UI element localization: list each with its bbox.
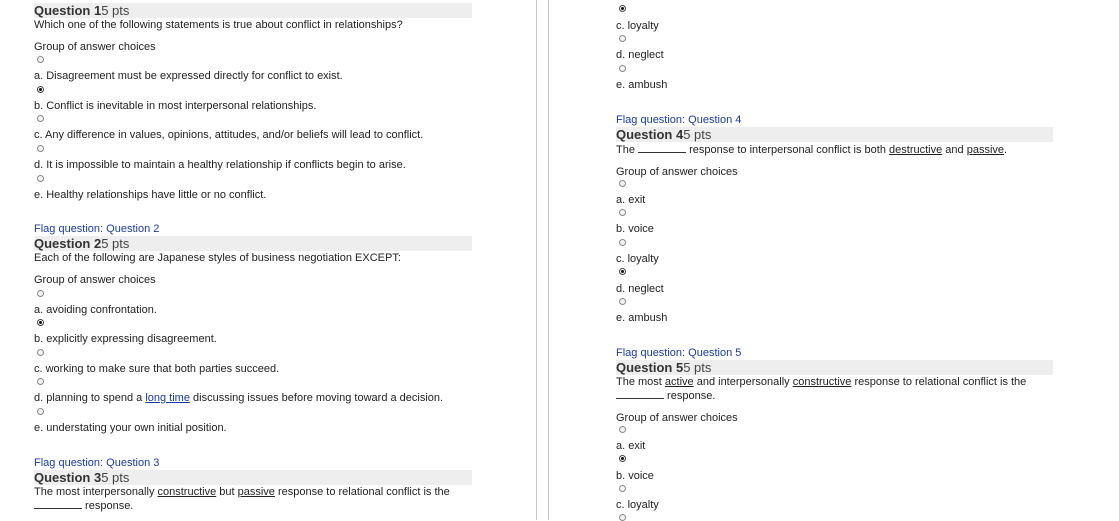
radio-q1-a[interactable]: [37, 56, 44, 63]
answer-label: a. exit: [616, 440, 646, 452]
question-prompt: Which one of the following statements is true about conflict in relationships?: [34, 19, 403, 31]
question-title: Question 4: [616, 127, 684, 142]
answer-group-label: Group of answer choices: [616, 412, 738, 424]
answer-label: e. ambush: [616, 79, 668, 91]
question-prompt: The response to interpersonal conflict is both destructive and passive.: [616, 144, 1008, 156]
radio-q3-b[interactable]: [619, 5, 626, 12]
answer-label: d. It is impossible to maintain a healthy relationship if conflicts begin to arise.: [34, 159, 406, 171]
fill-blank: [34, 499, 82, 509]
fill-blank: [616, 389, 664, 399]
answer-label: c. working to make sure that both parties succeed.: [34, 363, 280, 375]
flag-question-link[interactable]: Flag question: Question 5: [616, 347, 742, 359]
question-header: [34, 470, 472, 485]
radio-q5-c[interactable]: [619, 485, 626, 492]
flag-question-link[interactable]: Flag question: Question 2: [34, 223, 160, 235]
question-points: 5 pts: [101, 470, 130, 485]
flag-question-link[interactable]: Flag question: Question 3: [34, 457, 160, 469]
answer-label: c. loyalty: [616, 253, 659, 265]
question-5: [616, 347, 1053, 425]
answer-label: b. Conflict is inevitable in most interpersonal relationships.: [34, 100, 317, 112]
question-title: Question 3: [34, 470, 102, 485]
radio-q2-e[interactable]: [37, 408, 44, 415]
radio-q5-a[interactable]: [619, 426, 626, 433]
radio-q4-a[interactable]: [619, 180, 626, 187]
radio-q4-e[interactable]: [619, 298, 626, 305]
radio-q1-d[interactable]: [37, 145, 44, 152]
answer-label: e. ambush: [616, 312, 668, 324]
question-title: Question 5: [616, 360, 684, 375]
answer-label: d. neglect: [616, 283, 664, 295]
question-prompt-line2: response.: [34, 499, 472, 513]
question-prompt-line2: response.: [616, 389, 1053, 403]
answer-label: d. neglect: [616, 49, 664, 61]
answer-label: b. explicitly expressing disagreement.: [34, 333, 217, 345]
answer-group-label: Group of answer choices: [34, 41, 156, 53]
answer-label: d. planning to spend a long time discussing issues before moving toward a decision.: [34, 392, 444, 404]
radio-q2-d[interactable]: [37, 378, 44, 385]
column-divider: [536, 0, 537, 520]
radio-q2-a[interactable]: [37, 290, 44, 297]
answer-label: c. loyalty: [616, 499, 659, 511]
answer-label: b. voice: [616, 470, 654, 482]
radio-q1-e[interactable]: [37, 175, 44, 182]
answer-group-label: Group of answer choices: [34, 274, 156, 286]
glossary-link[interactable]: long time: [145, 392, 190, 404]
question-prompt: The most active and interpersonally constructive response to relational conflict is the: [616, 376, 1027, 388]
question-title: Question 1: [34, 3, 102, 18]
answer-label: a. avoiding confrontation.: [34, 304, 157, 316]
question-points: 5 pts: [101, 3, 130, 18]
radio-q1-b[interactable]: [37, 86, 44, 93]
answer-label: e. understating your own initial position.: [34, 422, 227, 434]
answer-label: c. Any difference in values, opinions, attitudes, and/or beliefs will lead to conflict.: [34, 129, 424, 141]
radio-q2-b[interactable]: [37, 319, 44, 326]
question-4: [616, 114, 1053, 179]
flag-question-link[interactable]: Flag question: Question 4: [616, 114, 742, 126]
question-header: [616, 360, 1053, 375]
question-1: [34, 3, 472, 54]
radio-q3-c[interactable]: [619, 35, 626, 42]
answer-label: a. exit: [616, 194, 646, 206]
question-points: 5 pts: [101, 236, 130, 251]
answer-label: a. Disagreement must be expressed directly for conflict to exist.: [34, 70, 343, 82]
answer-label: e. Healthy relationships have little or no conflict.: [34, 189, 267, 201]
left-column: [0, 0, 536, 520]
question-points: 5 pts: [683, 127, 712, 142]
question-prompt: The most interpersonally constructive but passive response to relational conflict is the: [34, 486, 450, 498]
question-header: [34, 3, 472, 18]
radio-q4-c[interactable]: [619, 239, 626, 246]
question-2: [34, 223, 472, 287]
question-header: [616, 127, 1053, 142]
question-points: 5 pts: [683, 360, 712, 375]
radio-q3-d[interactable]: [619, 65, 626, 72]
fill-blank: [638, 143, 686, 153]
question-header: [34, 236, 472, 251]
radio-q2-c[interactable]: [37, 349, 44, 356]
radio-q1-c[interactable]: [37, 115, 44, 122]
question-prompt: Each of the following are Japanese styles of business negotiation EXCEPT:: [34, 252, 401, 264]
question-title: Question 2: [34, 236, 102, 251]
answer-label: c. loyalty: [616, 20, 659, 32]
question-3: [34, 457, 472, 513]
radio-q4-d[interactable]: [619, 268, 626, 275]
answer-label: b. voice: [616, 223, 654, 235]
radio-q4-b[interactable]: [619, 209, 626, 216]
answer-group-label: Group of answer choices: [616, 166, 738, 178]
radio-q5-b[interactable]: [619, 455, 626, 462]
